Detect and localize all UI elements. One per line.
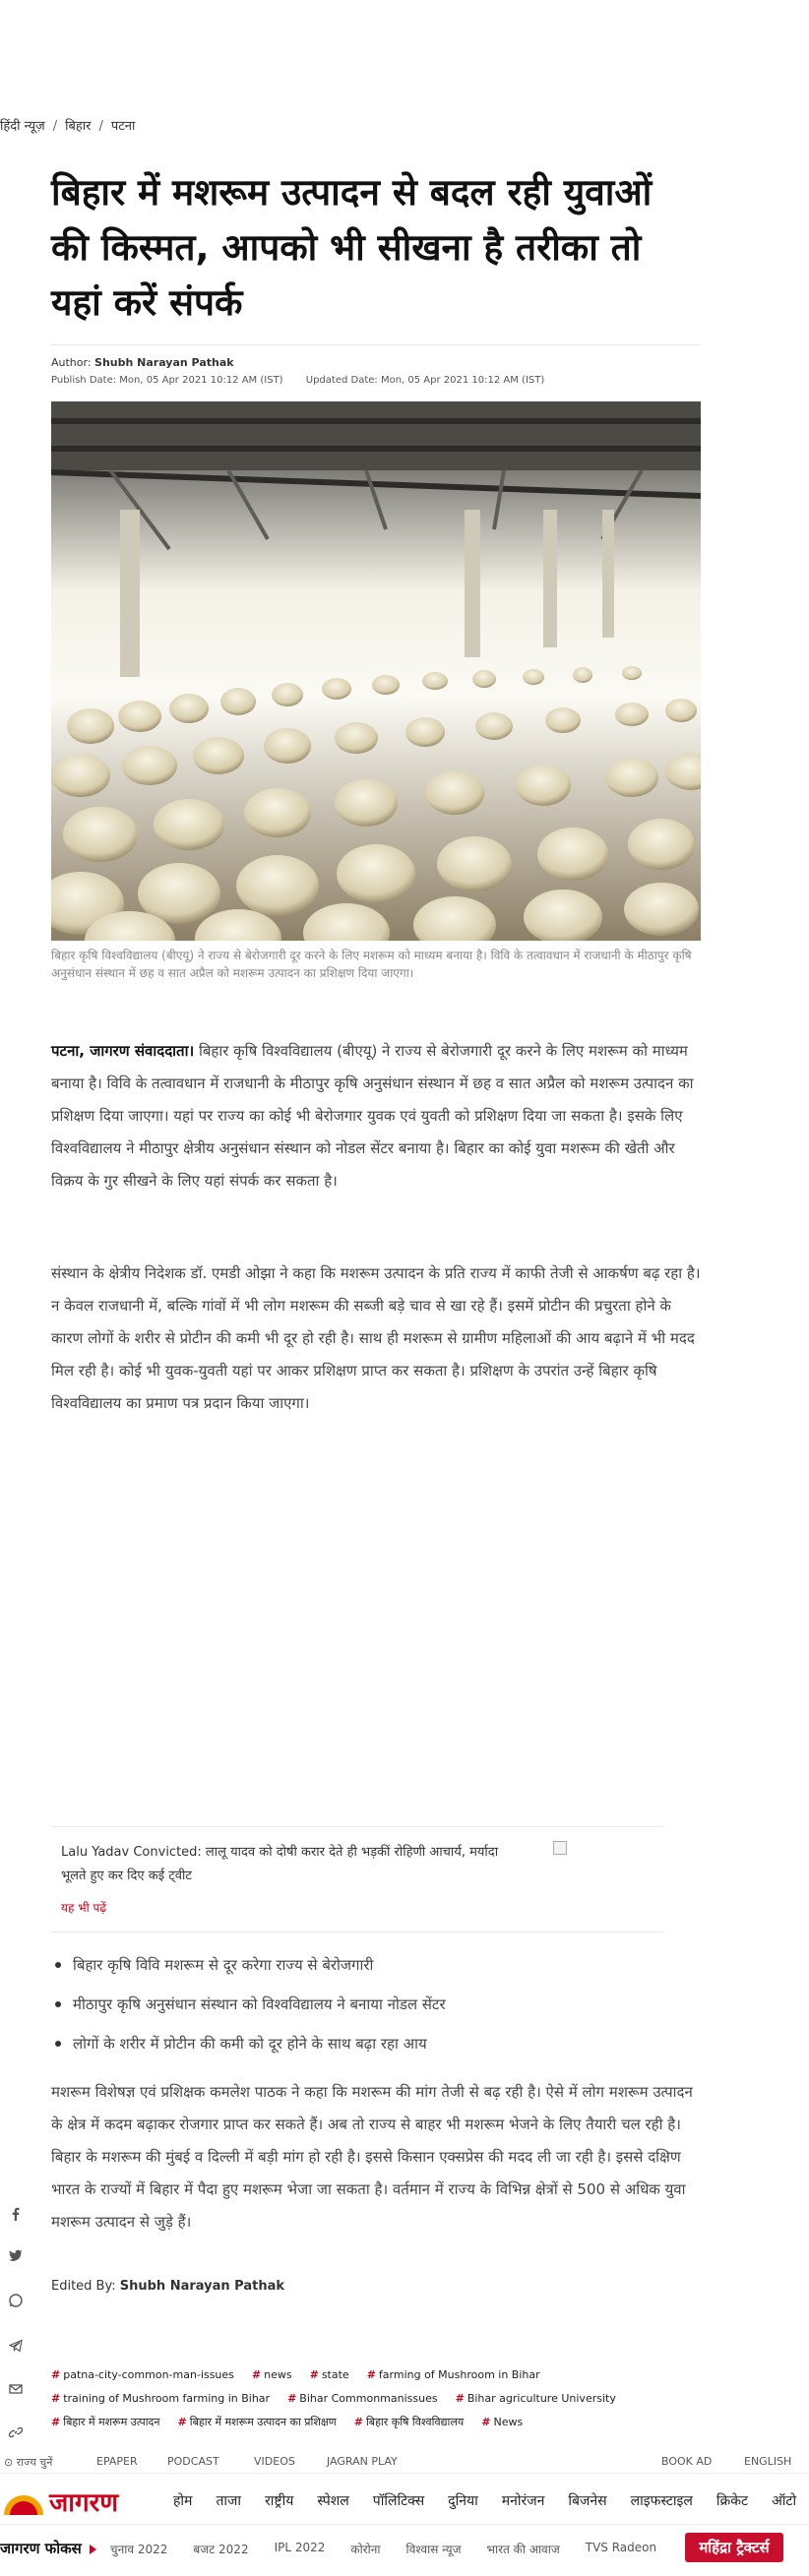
nav-item-business[interactable]: बिजनेस (568, 2493, 607, 2509)
nav-item-lifestyle[interactable]: लाइफस्टाइल (630, 2493, 693, 2509)
read-also-label: यह भी पढ़ें (61, 1901, 107, 1915)
tag-row (51, 2365, 720, 2385)
site-footer-nav (0, 2442, 809, 2576)
list-item: लोगों के शरीर में प्रोटीन की कमी को दूर होने के साथ बढ़ा रहा आय (51, 2032, 701, 2055)
link-icon[interactable] (6, 2423, 26, 2442)
hash-icon: # (51, 2416, 61, 2428)
focus-row (0, 2531, 809, 2570)
tag[interactable]: # patna-city-common-man-issues (51, 2368, 234, 2381)
utility-links (0, 2450, 809, 2474)
focus-item[interactable]: TVS Radeon (585, 2541, 657, 2554)
telegram-icon[interactable] (6, 2336, 26, 2356)
publish-date: Publish Date: Mon, 05 Apr 2021 10:12 AM (IST) (51, 375, 283, 386)
author-name[interactable]: Shubh Narayan Pathak (94, 356, 234, 369)
nav-item-latest[interactable]: ताजा (216, 2493, 242, 2509)
tag[interactable]: # बिहार में मशरूम उत्पादन (51, 2416, 160, 2428)
focus-label: जागरण फोकस (0, 2539, 96, 2558)
focus-items (110, 2541, 656, 2557)
tag[interactable]: # News (481, 2416, 524, 2428)
jagran-logo[interactable] (0, 2482, 148, 2519)
hash-icon: # (51, 2392, 61, 2405)
related-article-thumbnail[interactable] (553, 1841, 567, 1855)
dateline: पटना, जागरण संवाददाता। (51, 1042, 195, 1060)
nav-item-auto[interactable]: ऑटो (772, 2493, 797, 2509)
article-hero-image (51, 401, 701, 941)
article-headline: बिहार में मशरूम उत्पादन से बदल रही युवाओं की किस्मत, आपको भी सीखना है तरीका तो यहां करें संपर्क (51, 171, 653, 324)
tag[interactable]: # बिहार कृषि विश्वविद्यालय (353, 2416, 465, 2428)
focus-item[interactable]: बजट 2022 (193, 2543, 249, 2556)
twitter-icon[interactable] (6, 2245, 26, 2265)
sponsor-button[interactable]: महिंद्रा ट्रैक्टर्स (685, 2533, 783, 2562)
hash-icon: # (481, 2416, 491, 2428)
hash-icon: # (287, 2392, 297, 2405)
focus-item[interactable]: चुनाव 2022 (110, 2543, 168, 2556)
focus-item[interactable]: भारत की आवाज (486, 2543, 560, 2556)
paragraph-text: बिहार कृषि विश्वविद्यालय (बीएयू) ने राज्य से बेरोजगारी दूर करने के लिए मशरूम को माध्यम बनाया है। विवि के तत्वावधान में राजधानी के मीठापुर कृषि अनुसंधान संस्थान में छह व सात अप्रैल को मशरूम उत्पादन का प्रशिक्षण दिया जाएगा। यहां पर राज्य का कोई भी बेरोजगार युवक एवं युवती को प्रशिक्षण दिया जा सकता है। इसके लिए विश्वविद्यालय ने मीठापुर क्षेत्रीय अनुसंधान संस्थान को नोडल सेंटर बनाया है। बिहार का कोई युवा मशरूम की खेती और विक्रय के गुर सीखने के लिए यहां संपर्क कर सकता है। (51, 1042, 694, 1190)
nav-item-special[interactable]: स्पेशल (317, 2493, 349, 2509)
whatsapp-icon[interactable] (6, 2291, 26, 2310)
hash-icon: # (177, 2416, 187, 2428)
nav-item-politics[interactable]: पॉलिटिक्स (372, 2493, 425, 2509)
podcast-link[interactable]: PODCAST (167, 2455, 219, 2468)
primary-nav (173, 2491, 796, 2510)
tag-row (51, 2389, 720, 2409)
book-ad-link[interactable]: BOOK AD (661, 2455, 713, 2468)
related-article-title[interactable]: Lalu Yadav Convicted: लालू यादव को दोषी करार देते ही भड़कीं रोहिणी आचार्य, मर्यादा भूलते हुए कर दिए कई ट्वीट (61, 1845, 499, 1883)
date-line (51, 375, 564, 386)
divider (51, 344, 701, 345)
breadcrumb: हिंदी न्यूज़ / बिहार / पटना (0, 119, 136, 134)
tag[interactable]: # news (251, 2368, 292, 2381)
state-select[interactable]: ⊙ राज्य चुनें (4, 2456, 53, 2469)
list-item: बिहार कृषि विवि मशरूम से दूर करेगा राज्य से बेरोजगारी (51, 1953, 701, 1977)
nav-item-cricket[interactable]: क्रिकेट (716, 2493, 749, 2509)
edited-label: Edited By: (51, 2279, 116, 2294)
jagran-play-link[interactable]: JAGRAN PLAY (327, 2455, 398, 2468)
tag-row (51, 2413, 720, 2432)
nav-item-world[interactable]: दुनिया (448, 2493, 478, 2509)
tag[interactable]: # Bihar agriculture University (455, 2392, 616, 2405)
edited-by (51, 2279, 284, 2294)
hash-icon: # (309, 2368, 319, 2381)
location-icon: ⊙ (4, 2456, 14, 2469)
triangle-right-icon (90, 2545, 96, 2554)
author-label: Author: (51, 356, 92, 369)
author-line (51, 356, 234, 369)
list-item: मीठापुर कृषि अनुसंधान संस्थान को विश्वविद्यालय ने बनाया नोडल सेंटर (51, 1993, 701, 2016)
tag[interactable]: # Bihar Commonmanissues (287, 2392, 438, 2405)
article-paragraph: मशरूम विशेषज्ञ एवं प्रशिक्षक कमलेश पाठक ने कहा कि मशरूम की मांग तेजी से बढ़ रही है। ऐसे में लोग मशरूम उत्पादन के क्षेत्र में कदम बढ़ाकर रोजगार प्राप्त कर सकते हैं। अब तो राज्य से बाहर भी मशरूम भेजने के लिए तैयारी चल रही है। बिहार के मशरूम की मुंबई व दिल्ली में बड़ी मांग हो रही है। इससे किसान एक्सप्रेस की मदद ली जा रही है। इससे दक्षिण भारत के राज्यों में बिहार में पैदा हुए मशरूम भेजा जा सकता है। वर्तमान में राज्य के विभिन्न क्षेत्रों से 500 से अधिक युवा मशरूम उत्पादन से जुड़े हैं। (51, 2083, 693, 2231)
hash-icon: # (353, 2416, 363, 2428)
editor-name[interactable]: Shubh Narayan Pathak (119, 2279, 285, 2294)
article-paragraph: संस्थान के क्षेत्रीय निदेशक डॉ. एमडी ओझा ने कहा कि मशरूम उत्पादन के प्रति राज्य में काफी तेजी से आकर्षण बढ़ रहा है। न केवल राजधानी में, बल्कि गांवों में भी लोग मशरूम की सब्जी बड़े चाव से खा रहे हैं। इसमें प्रोटीन की प्रचुरता होने के कारण लोगों के शरीर से प्रोटीन की कमी भी दूर हो रही है। साथ ही मशरूम से ग्रामीण महिलाओं की आय बढ़ाने में भी मदद मिल रही है। कोई भी युवक-युवती यहां पर आकर प्रशिक्षण प्राप्त कर सकता है। प्रशिक्षण के उपरांत उन्हें बिहार कृषि विश्वविद्यालय का प्रमाण पत्र प्रदान किया जाएगा। (51, 1264, 701, 1412)
logo-text: जागरण (49, 2488, 119, 2518)
related-article-card[interactable] (51, 1826, 663, 1932)
focus-item[interactable]: विश्वास न्यूज (405, 2543, 462, 2556)
mail-icon[interactable] (6, 2379, 26, 2399)
nav-item-entertainment[interactable]: मनोरंजन (501, 2493, 545, 2509)
nav-item-home[interactable]: होम (173, 2493, 193, 2509)
hash-icon: # (455, 2392, 465, 2405)
tag-list (51, 2365, 720, 2436)
article-paragraph (51, 1035, 703, 1197)
focus-item[interactable]: IPL 2022 (274, 2541, 326, 2554)
nav-item-national[interactable]: राष्ट्रीय (265, 2493, 294, 2509)
highlights-list (51, 1953, 701, 2071)
image-caption: बिहार कृषि विश्वविद्यालय (बीएयू) ने राज्य से बेरोजगारी दूर करने के लिए मशरूम को माध्यम बनाया है। विवि के तत्वावधान में राजधानी के मीठापुर कृषि अनुसंधान संस्थान में छह व सात अप्रैल को मशरूम उत्पादन का प्रशिक्षण दिया जाएगा। (51, 949, 692, 980)
tag[interactable]: # बिहार में मशरूम उत्पादन का प्रशिक्षण (177, 2416, 337, 2428)
breadcrumb-home[interactable]: हिंदी न्यूज़ (0, 119, 45, 134)
updated-date: Updated Date: Mon, 05 Apr 2021 10:12 AM (IST) (305, 375, 545, 386)
videos-link[interactable]: VIDEOS (254, 2455, 295, 2468)
tag[interactable]: # farming of Mushroom in Bihar (366, 2368, 540, 2381)
hash-icon: # (251, 2368, 262, 2381)
epaper-link[interactable]: EPAPER (96, 2455, 138, 2468)
breadcrumb-patna[interactable]: पटना (110, 119, 136, 134)
tag[interactable]: # training of Mushroom farming in Bihar (51, 2392, 271, 2405)
hash-icon: # (366, 2368, 376, 2381)
focus-item[interactable]: कोरोना (350, 2543, 381, 2556)
english-link[interactable]: ENGLISH (744, 2455, 792, 2468)
breadcrumb-bihar[interactable]: बिहार (65, 119, 92, 134)
main-nav-row (0, 2476, 809, 2525)
tag[interactable]: # state (309, 2368, 349, 2381)
facebook-icon[interactable] (6, 2204, 26, 2224)
hash-icon: # (51, 2368, 61, 2381)
